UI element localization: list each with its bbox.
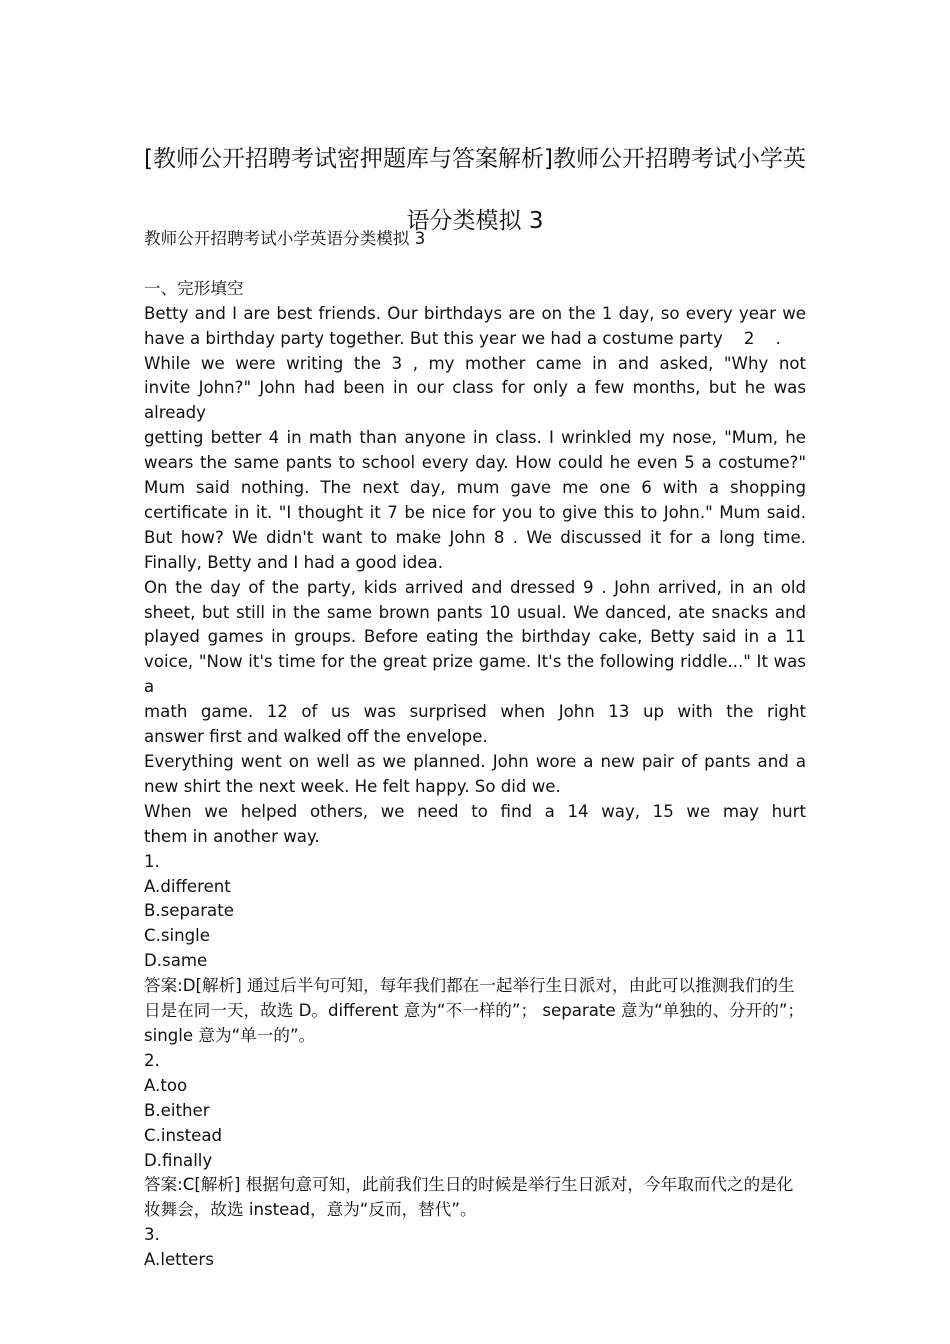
passage-line: While we were writing the 3 , my mother came in and asked, "Why not bbox=[144, 353, 806, 373]
title-line: [教师公开招聘考试密押题库与答案解析]教师公开招聘考试小学英 bbox=[144, 146, 806, 172]
passage-line: getting better 4 in math than anyone in class. I wrinkled my nose, "Mum, he bbox=[144, 428, 806, 448]
passage-line: played games in groups. Before eating the birthday cake, Betty said in a 11 bbox=[144, 627, 806, 647]
cloze-passage bbox=[144, 302, 806, 850]
answer-line: 妆舞会，故选 instead，意为“反而，替代”。 bbox=[144, 1200, 477, 1220]
passage-line: have a birthday party together. But this year we had a costume party 2 . bbox=[144, 328, 781, 348]
question-number: 2. bbox=[144, 1050, 160, 1070]
document-body bbox=[144, 227, 806, 1273]
answer-line: 答案:D[解析] 通过后半句可知，每年我们都在一起举行生日派对，由此可以推测我们的生 bbox=[144, 976, 795, 996]
answer-line: 日是在同一天，故选 D。different 意为“不一样的”； separate 意为“单独的、分开的”； bbox=[144, 1001, 805, 1021]
option-a: A.too bbox=[144, 1075, 188, 1095]
question-3 bbox=[144, 1223, 806, 1273]
section-heading: 一、完形填空 bbox=[144, 278, 244, 298]
option-d: D.same bbox=[144, 951, 208, 971]
passage-line: wears the same pants to school every day. How could he even 5 a costume?" bbox=[144, 453, 806, 473]
passage-line: certificate in it. "I thought it 7 be nice for you to give this to John." Mum said. bbox=[144, 502, 806, 522]
passage-line: Finally, Betty and I had a good idea. bbox=[144, 552, 443, 572]
passage-line: math game. 12 of us was surprised when John 13 up with the right bbox=[144, 702, 806, 722]
passage-line: Everything went on well as we planned. John wore a new pair of pants and a bbox=[144, 752, 806, 772]
subtitle: 教师公开招聘考试小学英语分类模拟 3 bbox=[144, 229, 426, 248]
passage-line: Betty and I are best friends. Our birthdays are on the 1 day, so every year we bbox=[144, 303, 806, 323]
passage-line: When we helped others, we need to find a 14 way, 15 we may hurt bbox=[144, 801, 806, 821]
answer-line: single 意为“单一的”。 bbox=[144, 1025, 316, 1045]
option-b: B.separate bbox=[144, 901, 234, 921]
option-c: C.instead bbox=[144, 1125, 223, 1145]
passage-line: invite John?" John had been in our class for only a few months, but he was already bbox=[144, 378, 806, 423]
passage-line: Mum said nothing. The next day, mum gave me one 6 with a shopping bbox=[144, 478, 806, 498]
answer-line: 答案:C[解析] 根据句意可知，此前我们生日的时候是举行生日派对，今年取而代之的是化 bbox=[144, 1175, 794, 1195]
question-number: 1. bbox=[144, 851, 160, 871]
passage-line: sheet, but still in the same brown pants 10 usual. We danced, ate snacks and bbox=[144, 602, 806, 622]
option-a: A.different bbox=[144, 876, 231, 896]
passage-line: new shirt the next week. He felt happy. So did we. bbox=[144, 776, 561, 796]
passage-line: them in another way. bbox=[144, 826, 320, 846]
title-line: 语分类模拟 3 bbox=[406, 208, 544, 234]
option-a: A.letters bbox=[144, 1250, 214, 1270]
question-2 bbox=[144, 1049, 806, 1223]
question-number: 3. bbox=[144, 1225, 160, 1245]
option-c: C.single bbox=[144, 926, 210, 946]
option-d: D.finally bbox=[144, 1150, 213, 1170]
passage-line: answer first and walked off the envelope. bbox=[144, 727, 488, 747]
passage-line: voice, "Now it's time for the great prize game. It's the following riddle..." It was a bbox=[144, 652, 806, 697]
passage-line: On the day of the party, kids arrived and dressed 9 . John arrived, in an old bbox=[144, 577, 806, 597]
spacer bbox=[144, 252, 806, 277]
option-b: B.either bbox=[144, 1100, 210, 1120]
question-1 bbox=[144, 850, 806, 1049]
passage-line: But how? We didn't want to make John 8 . We discussed it for a long time. bbox=[144, 527, 806, 547]
